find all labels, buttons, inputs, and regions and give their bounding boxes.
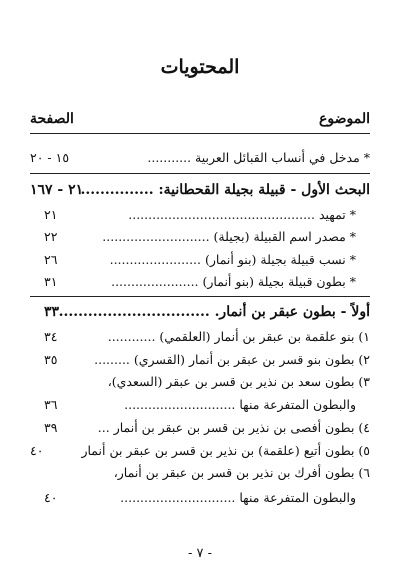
- toc-entry-text: البحث الأول - قبيلة بجيلة القحطانية: ...............: [80, 182, 370, 198]
- toc-entry-text: والبطون المتفرعة منها ............................: [124, 397, 356, 412]
- toc-entry: [30, 463, 370, 483]
- toc-entry-page: ٤٠: [44, 490, 58, 505]
- toc-entry: [30, 372, 370, 392]
- toc-entry: [30, 180, 370, 200]
- toc-entry: [30, 272, 370, 292]
- toc-entry-page: ٣٤: [44, 329, 58, 344]
- header-page: الصفحة: [30, 111, 74, 127]
- toc-entry-text: * بطون قبيلة بجيلة (بنو أنمار) ......................: [111, 274, 356, 289]
- toc-entry-page: ٣١: [44, 274, 58, 289]
- toc-entry-text: ١) بنو علقمة بن عبقر بن أنمار (العلقمي) ............: [107, 329, 370, 344]
- toc-entry-page: ٣٦: [44, 397, 58, 412]
- toc-entry-page: ٢٢: [44, 229, 58, 244]
- section-rule: [30, 173, 370, 174]
- toc-entry: [30, 350, 370, 370]
- toc-entry-text: ٣) بطون سعد بن نذير بن قسر بن عبقر (السعدي)،: [107, 374, 370, 389]
- toc-entry-page: ٣٥: [44, 352, 58, 367]
- toc-entry-text: * مدخل في أنساب القبائل العربية ...........: [147, 150, 370, 165]
- section-rule: [30, 296, 370, 297]
- header-rule: [30, 133, 370, 134]
- toc-entry-page: ٣٣: [44, 304, 60, 320]
- toc-entry: [30, 488, 370, 508]
- toc-entry-page: ٣٩: [44, 420, 58, 435]
- toc-entry: [30, 250, 370, 270]
- toc-entry-page: ٢٦: [44, 252, 58, 267]
- toc-entry: [30, 327, 370, 347]
- toc-entry-text: والبطون المتفرعة منها .............................: [120, 490, 356, 505]
- toc-entry-text: * تمهيد ...............................................: [128, 207, 356, 222]
- toc-entry-text: أولاً - بطون عبقر بن أنمار. ...............................: [58, 304, 370, 320]
- toc-entry: [30, 148, 370, 168]
- toc-entry: [30, 418, 370, 438]
- header-topic: الموضوع: [319, 111, 370, 127]
- toc-entry-text: ٥) بطون أتيع (علقمة) بن نذير بن قسر بن عبقر بن أنمار: [81, 443, 370, 458]
- toc-entry-page: ٢١ - ١٦٧: [30, 182, 84, 198]
- toc-entry-page: ٤٠: [30, 443, 44, 458]
- toc-entry-text: ٢) بطون بنو قسر بن عبقر بن أنمار (القسري) .........: [94, 352, 370, 367]
- toc-entry-text: ٤) بطون أفصى بن نذير بن قسر بن عبقر بن أنمار ...: [97, 420, 370, 435]
- toc-entry-text: * مصدر اسم القبيلة (بجيلة) ...........................: [102, 229, 356, 244]
- toc-entry-text: * نسب قبيلة بجيلة (بنو أنمار) .......................: [109, 252, 356, 267]
- toc-entry: [30, 441, 370, 461]
- toc-entry: [30, 227, 370, 247]
- toc-entry-text: ٦) بطون أفرك بن نذير بن قسر بن عبقر بن أنمار،: [113, 465, 370, 480]
- toc-entry: [30, 205, 370, 225]
- page-number: - ٧ -: [187, 546, 213, 561]
- toc-entry-page: ١٥ - ٢٠: [30, 150, 70, 165]
- toc-entry: [30, 395, 370, 415]
- page-title: المحتويات: [160, 56, 240, 78]
- toc-entry: [30, 302, 370, 322]
- toc-entry-page: ٢١: [44, 207, 58, 222]
